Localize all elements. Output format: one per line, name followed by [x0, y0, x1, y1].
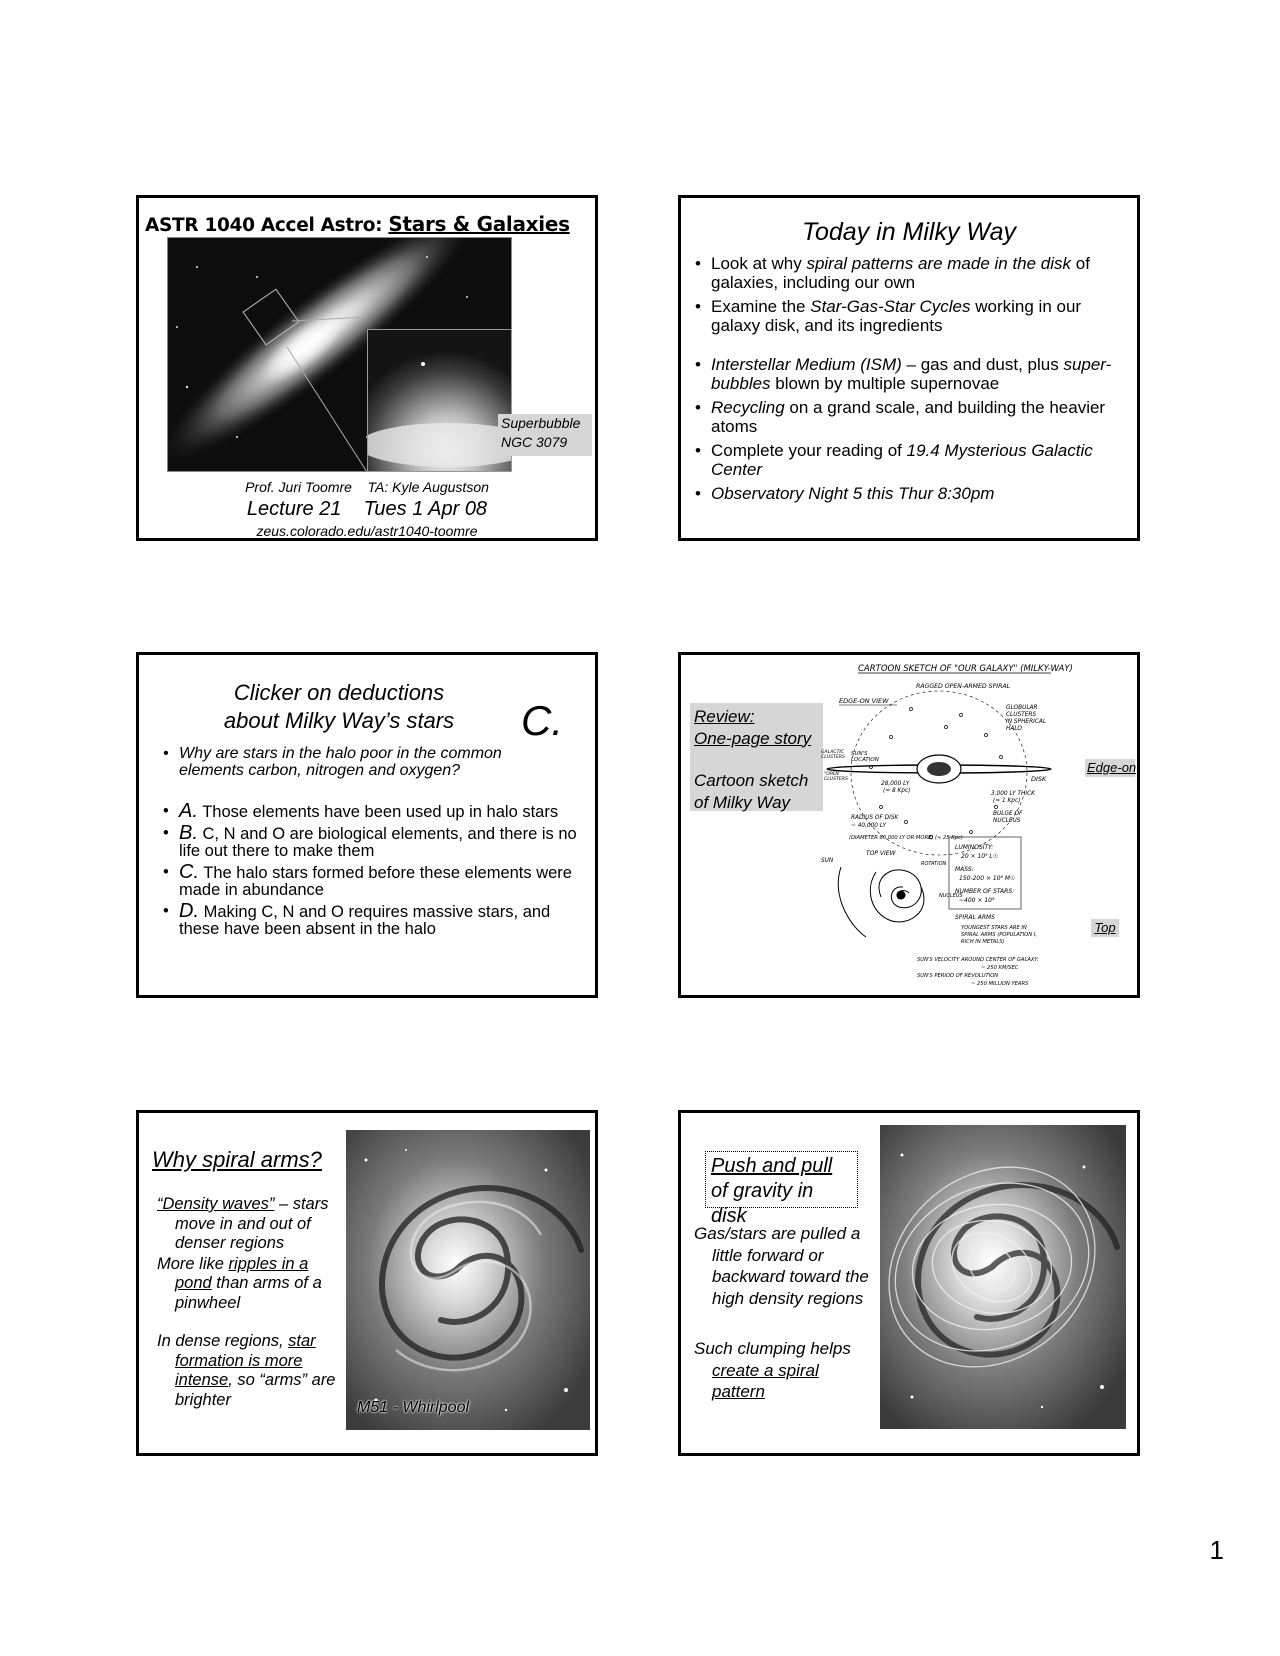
spiral-gravity-image [880, 1125, 1126, 1429]
superbubble-photo [368, 330, 511, 471]
slide1-title [145, 212, 591, 236]
review-line1: Review: [694, 707, 755, 726]
slide-today [678, 195, 1140, 541]
slide6-p1: Gas/stars are pulled a little forward or backward toward the high density regions [694, 1224, 869, 1308]
superbubble-inset [367, 329, 512, 472]
sketch-mass: MASS: 150-200 × 10⁹ M☉ [955, 866, 1016, 882]
superbubble-label [498, 414, 592, 456]
sketch-globular: GLOBULAR CLUSTERS IN SPHERICAL HALO [1006, 705, 1047, 732]
slide5-p3: In dense regions, star formation is more intense, so “arms” are brighter [157, 1332, 336, 1409]
sketch-rotation: ROTATION [921, 861, 947, 867]
slide5-p2: More like ripples in a pond than arms of a pinwheel [157, 1254, 322, 1312]
edge-on-label: Edge-on [1087, 760, 1137, 775]
slide6-title: Push and pull of gravity in disk [705, 1151, 858, 1208]
sketch-title: CARTOON SKETCH OF "OUR GALAXY" (MILKY-WAY) [858, 664, 1073, 674]
slide2-bullet: • Examine the Star-Gas-Star Cycles working in our galaxy disk, and its ingredients [693, 297, 1123, 335]
slide3-option: • C. The halo stars formed before these elements were made in abundance [161, 864, 581, 899]
sketch-diameter: (DIAMETER 80,000 LY OR MORE) (≈ 25 Kpc) [849, 835, 963, 841]
milky-way-sketch [821, 657, 1121, 993]
sketch-spiral-arms: SPIRAL ARMS [955, 914, 995, 921]
sketch-luminosity: LUMINOSITY: 20 × 10⁹ L☉ [955, 844, 999, 860]
slide5-text [157, 1195, 337, 1410]
slide4-review-label [690, 703, 823, 811]
sketch-nucleus: NUCLEUS [939, 893, 963, 899]
m51-image [346, 1130, 590, 1430]
slide3-option: • A. Those elements have been used up in halo stars [161, 803, 581, 821]
slide1-lecture: Lecture 21 Tues 1 Apr 08 [246, 498, 488, 520]
slide3-option: • D. Making C, N and O requires massive stars, and these have been absent in the halo [161, 903, 581, 938]
sketch-radius: RADIUS OF DISK ~ 40,000 LY [851, 815, 899, 829]
slide3-title-line1: Clicker on deductions [233, 680, 445, 705]
sketch-disk: DISK [1031, 775, 1047, 783]
slide2-bullet: • Interstellar Medium (ISM) – gas and dust, plus super-bubbles blown by multiple supernovae [693, 355, 1123, 393]
slide3-question [161, 745, 561, 779]
cartoon-line1: Cartoon sketch [694, 771, 809, 790]
slide-why-spiral [136, 1110, 598, 1456]
slide3-answer: C. [521, 697, 563, 744]
sketch-num-stars: NUMBER OF STARS: ~400 × 10⁹ [955, 888, 1015, 904]
slide-push-pull [678, 1110, 1140, 1456]
slide5-title: Why spiral arms? [152, 1147, 322, 1172]
superbubble-label-line1: Superbubble [501, 415, 581, 431]
sketch-suns-location: SUN'S LOCATION [851, 751, 879, 763]
slide1-url: zeus.colorado.edu/astr1040-toomre [256, 523, 478, 539]
slide-title [136, 195, 598, 541]
sketch-bulge: BULGE OF NUCLEUS [993, 811, 1023, 824]
review-line2: One-page story [694, 728, 812, 748]
sketch-open-clusters: "OPEN CLUSTERS [824, 772, 848, 782]
milky-way-cartoon [821, 657, 1121, 993]
sketch-galactic-clusters: GALACTIC CLUSTERS [821, 750, 845, 760]
m51-label: M51 - Whirlpool [357, 1399, 470, 1416]
top-label: Top [1091, 919, 1119, 937]
slide3-title-line2: about Milky Way’s stars [223, 708, 455, 733]
slide1-title-main: Stars & Galaxies [388, 212, 570, 236]
sketch-thick: 3,000 LY THICK (≈ 1 Kpc) [991, 791, 1035, 804]
slide1-title-prefix: ASTR 1040 Accel Astro: [145, 215, 389, 236]
slide3-title [139, 679, 539, 735]
slide1-staff: Prof. Juri Toomre TA: Kyle Augustson [245, 479, 489, 495]
sketch-period: SUN'S PERIOD OF REVOLUTION ~ 250 MILLION YEARS [917, 973, 1029, 987]
page-number: 1 [1209, 1535, 1224, 1565]
slide-clicker [136, 652, 598, 998]
slide2-title: Today in Milky Way [802, 218, 1016, 246]
m51-photo [346, 1130, 590, 1430]
slide-review [678, 652, 1140, 998]
slide3-option: • B. C, N and O are biological elements, and there is no life out there to make them [161, 825, 581, 860]
spiral-orbits-photo [880, 1125, 1126, 1429]
slide6-p2: Such clumping helps create a spiral pattern [694, 1339, 851, 1401]
sketch-sun: SUN [821, 858, 834, 864]
sketch-distance: 28,000 LY (≈ 8 Kpc) [881, 781, 911, 794]
sketch-youngest: YOUNGEST STARS ARE IN SPIRAL ARMS (POPULATION I, RICH IN METALS) [961, 925, 1037, 945]
slide2-bullet: • Recycling on a grand scale, and building the heavier atoms [693, 398, 1123, 436]
cartoon-line2: of Milky Way [694, 792, 791, 812]
slide5-p1: “Density waves” – stars move in and out of denser regions [157, 1195, 329, 1252]
sketch-top-view: TOP VIEW [866, 850, 896, 857]
sketch-velocity: SUN'S VELOCITY AROUND CENTER OF GALAXY: ~ 250 KM/SEC [917, 957, 1039, 971]
slide3-question-text: • Why are stars in the halo poor in the common elements carbon, nitrogen and oxygen? [161, 745, 561, 779]
slide3-options [161, 800, 581, 938]
slide6-text [694, 1223, 874, 1403]
slide2-bullet: • Look at why spiral patterns are made in the disk of galaxies, including our own [693, 254, 1123, 292]
superbubble-label-line2: NGC 3079 [501, 434, 568, 450]
slide2-bullet: • Complete your reading of 19.4 Mysterious Galactic Center [693, 441, 1123, 479]
slide2-bullet: • Observatory Night 5 this Thur 8:30pm [693, 484, 1123, 503]
sketch-ragged: RAGGED OPEN-ARMED SPIRAL [916, 683, 1011, 690]
sketch-edge-on-view: EDGE-ON VIEW [839, 697, 889, 705]
slide2-bullets [693, 254, 1123, 503]
